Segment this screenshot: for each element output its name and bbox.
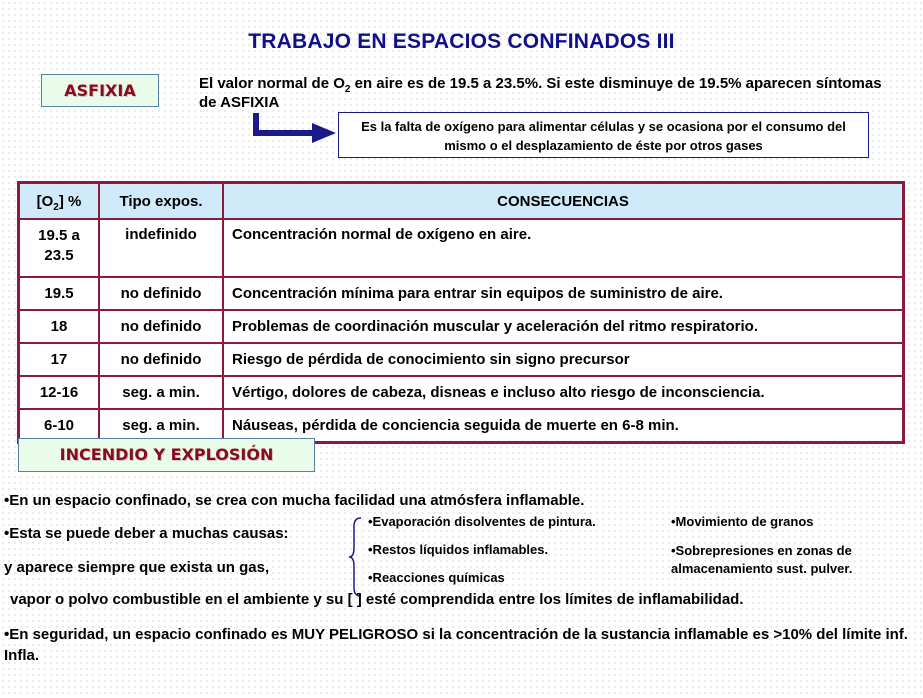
section-label-asfixia: ASFIXIA bbox=[41, 74, 159, 107]
cell-consecuencia: Náuseas, pérdida de conciencia seguida de muerte en 6-8 min. bbox=[223, 409, 904, 443]
cause-item: •Reacciones químicas bbox=[368, 570, 505, 585]
cell-o2: 19.5 a 23.5 bbox=[19, 219, 100, 277]
cause-item: •Evaporación disolventes de pintura. bbox=[368, 514, 596, 529]
cell-tipo: seg. a min. bbox=[99, 409, 223, 443]
cell-tipo: indefinido bbox=[99, 219, 223, 277]
table-row bbox=[19, 277, 904, 310]
intro-text bbox=[199, 74, 889, 112]
cell-consecuencia: Concentración normal de oxígeno en aire. bbox=[223, 219, 904, 277]
table-row bbox=[19, 376, 904, 409]
header-consecuencias: CONSECUENCIAS bbox=[223, 183, 904, 220]
table-row bbox=[19, 343, 904, 376]
definition-box: Es la falta de oxígeno para alimentar células y se ocasiona por el consumo del mismo o el desplazamiento de éste por otros gases bbox=[338, 112, 869, 158]
right-arrow-icon bbox=[252, 113, 342, 153]
cell-consecuencia: Concentración mínima para entrar sin equipos de suministro de aire. bbox=[223, 277, 904, 310]
cell-tipo: no definido bbox=[99, 343, 223, 376]
header-tipo: Tipo expos. bbox=[99, 183, 223, 220]
cell-tipo: seg. a min. bbox=[99, 376, 223, 409]
bullet-seguridad: •En seguridad, un espacio confinado es MUY PELIGROSO si la concentración de la sustancia inflamable es >10% del límite inf. Infla. bbox=[4, 626, 908, 664]
cell-consecuencia: Riesgo de pérdida de conocimiento sin signo precursor bbox=[223, 343, 904, 376]
cell-consecuencia: Vértigo, dolores de cabeza, disneas e incluso alto riesgo de inconsciencia. bbox=[223, 376, 904, 409]
intro-part2: en aire es de 19.5 a 23.5%. Si este disminuye de 19.5% aparecen síntomas de ASFIXIA bbox=[199, 75, 882, 111]
oxygen-table bbox=[17, 181, 905, 444]
bullet-causas: •Esta se puede deber a muchas causas: bbox=[4, 525, 289, 542]
line-vapor: vapor o polvo combustible en el ambiente y su [ ] esté comprendida entre los límites de inflamabilidad. bbox=[10, 591, 744, 608]
cell-o2: 18 bbox=[19, 310, 100, 343]
line-gas: y aparece siempre que exista un gas, bbox=[4, 559, 270, 576]
page-title: TRABAJO EN ESPACIOS CONFINADOS III bbox=[248, 30, 675, 53]
section-label-incendio: INCENDIO Y EXPLOSIÓN bbox=[18, 438, 315, 472]
intro-part1: El valor normal de O bbox=[199, 75, 345, 92]
cell-o2: 6-10 bbox=[19, 409, 100, 443]
cell-consecuencia: Problemas de coordinación muscular y aceleración del ritmo respiratorio. bbox=[223, 310, 904, 343]
cell-tipo: no definido bbox=[99, 277, 223, 310]
brace-icon bbox=[347, 516, 365, 598]
cell-o2: 19.5 bbox=[19, 277, 100, 310]
table-row bbox=[19, 310, 904, 343]
cause-item: •Restos líquidos inflamables. bbox=[368, 542, 549, 557]
table-header-row bbox=[19, 183, 904, 220]
bullet-atmosfera: •En un espacio confinado, se crea con mucha facilidad una atmósfera inflamable. bbox=[4, 492, 585, 509]
cell-o2: 17 bbox=[19, 343, 100, 376]
cell-o2: 12-16 bbox=[19, 376, 100, 409]
header-o2: $[O_2]$ % bbox=[19, 183, 100, 220]
intro-subscript: 2 bbox=[344, 84, 351, 95]
cause-item: •Movimiento de granos bbox=[671, 514, 814, 529]
cause-item: •Sobrepresiones en zonas de almacenamiento sust. pulver. bbox=[671, 543, 853, 576]
cell-tipo: no definido bbox=[99, 310, 223, 343]
table-row bbox=[19, 219, 904, 277]
